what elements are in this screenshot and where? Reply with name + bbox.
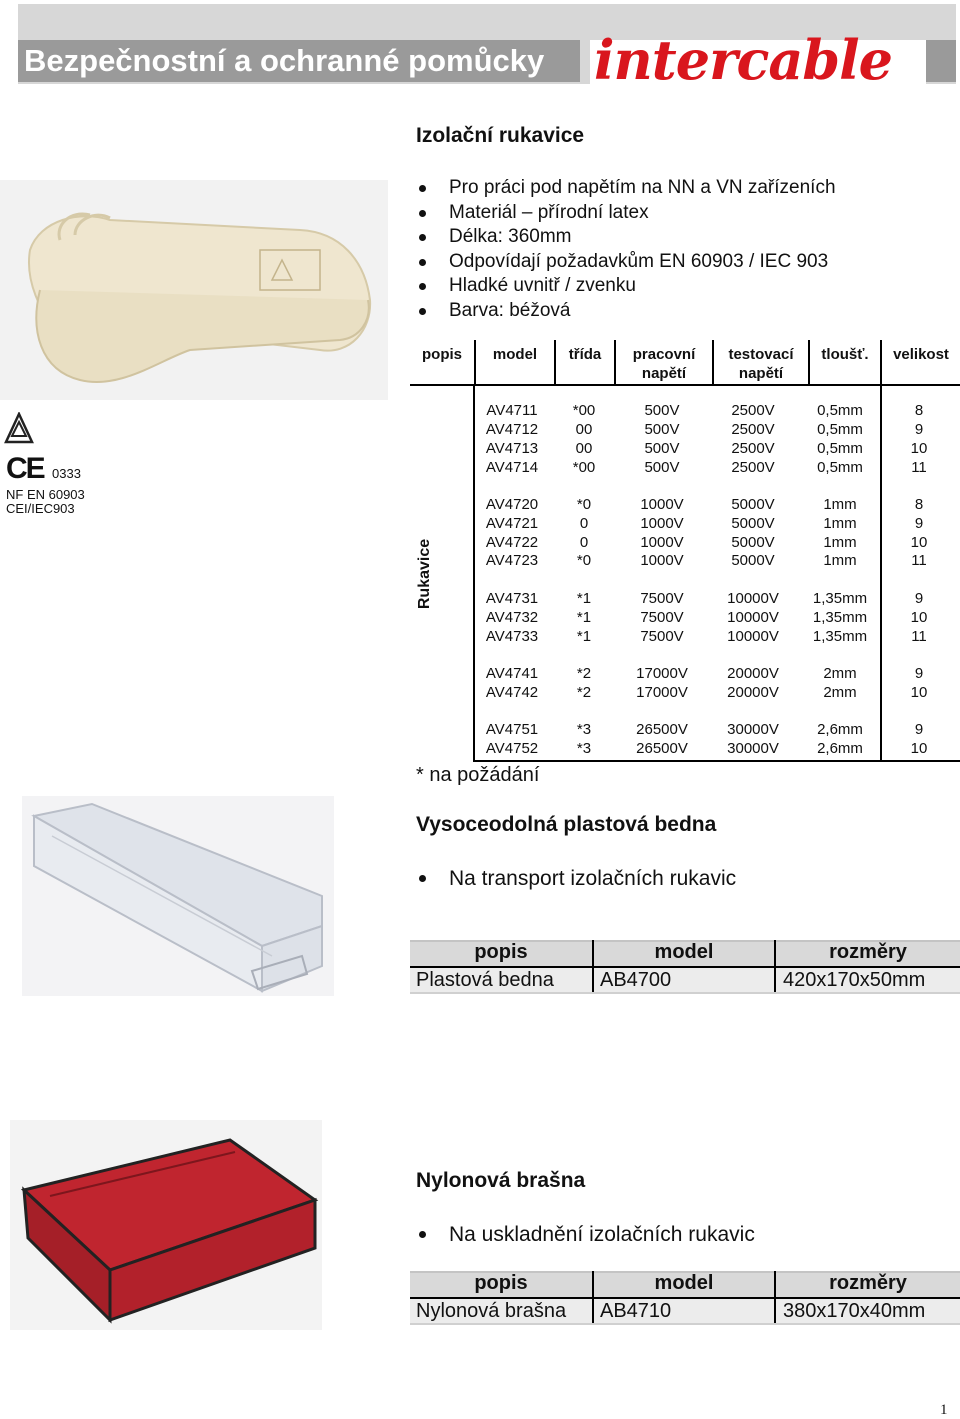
cell-velikost: 8: [914, 496, 924, 513]
cell-tloust: 1,35mm: [812, 609, 868, 626]
table-header-divider: [410, 384, 960, 386]
header-rozmery: rozměry: [829, 1272, 907, 1294]
feature-item: Odpovídají požadavkům EN 60903 / IEC 903: [417, 250, 836, 275]
cell-testovaci-napeti: 5000V: [731, 534, 775, 551]
cell-tloust: 0,5mm: [817, 402, 863, 419]
header-popis: popis: [474, 941, 528, 963]
cell-model: AV4732: [485, 609, 539, 626]
cell-tloust: 1mm: [823, 534, 857, 551]
nylon-bag-image: [10, 1120, 322, 1330]
cell-model: AV4723: [485, 552, 539, 569]
cell-testovaci-napeti: 30000V: [727, 721, 779, 738]
header-popis: popis: [422, 346, 462, 363]
bag-feature-list: [417, 1222, 755, 1248]
cell-testovaci-napeti: 2500V: [731, 421, 775, 438]
header-velikost: velikost: [880, 340, 960, 385]
cell-trida: *2: [576, 684, 592, 701]
cell-testovaci-napeti: 20000V: [727, 684, 779, 701]
cell-model: AV4721: [485, 515, 539, 532]
cell-model: AB4700: [600, 969, 672, 991]
cell-testovaci-napeti: 5000V: [731, 496, 775, 513]
cell-velikost: 10: [910, 740, 928, 757]
header-pracovni-line1: pracovní: [632, 346, 696, 363]
ce-mark-icon: CE: [6, 452, 44, 485]
cell-velikost: 11: [911, 628, 927, 645]
cell-velikost: 9: [914, 515, 924, 532]
cell-model: AV4742: [485, 684, 539, 701]
feature-item: Na uskladnění izolačních rukavic: [417, 1222, 755, 1248]
cell-testovaci-napeti: 2500V: [731, 440, 775, 457]
header-tloust: tloušť.: [808, 340, 880, 385]
cell-velikost: 9: [914, 721, 924, 738]
gloves-feature-list: [417, 176, 836, 324]
cell-pracovni-napeti: 7500V: [640, 590, 684, 607]
cell-model: AV4712: [485, 421, 539, 438]
box-feature-list: [417, 866, 736, 892]
cell-trida: *0: [576, 552, 592, 569]
cell-pracovni-napeti: 17000V: [636, 684, 688, 701]
cell-model: AV4731: [485, 590, 539, 607]
cell-tloust: 1mm: [823, 496, 857, 513]
cell-tloust: 2mm: [823, 665, 857, 682]
header-popis: popis: [474, 1272, 528, 1294]
cell-velikost: 9: [914, 590, 924, 607]
cell-velikost: 9: [914, 421, 924, 438]
cell-velikost: 11: [911, 459, 927, 476]
column-separator: [774, 968, 776, 992]
cell-tloust: 2,6mm: [817, 721, 863, 738]
header-model: model: [474, 340, 554, 385]
gloves-section-title: Izolační rukavice: [416, 124, 585, 147]
cell-testovaci-napeti: 5000V: [731, 515, 775, 532]
cell-trida: *1: [576, 590, 592, 607]
cell-model: AV4713: [485, 440, 539, 457]
column-separator: [592, 968, 594, 992]
cell-testovaci-napeti: 10000V: [727, 628, 779, 645]
cell-velikost: 10: [910, 609, 928, 626]
standard-1: NF EN 60903: [6, 487, 85, 502]
cell-model: AV4741: [485, 665, 539, 682]
header-pracovni-line2: napětí: [641, 365, 687, 382]
cell-trida: *1: [576, 609, 592, 626]
header-rozmery: rozměry: [829, 941, 907, 963]
cell-pracovni-napeti: 26500V: [636, 740, 688, 757]
column-separator: [774, 1299, 776, 1323]
bag-section-title: Nylonová brašna: [416, 1169, 586, 1192]
standard-2: CEI/IEC903: [6, 501, 75, 516]
cell-trida: *0: [576, 496, 592, 513]
cell-rozmery: 380x170x40mm: [783, 1300, 926, 1322]
cell-testovaci-napeti: 20000V: [727, 665, 779, 682]
cell-pracovni-napeti: 7500V: [640, 628, 684, 645]
cell-pracovni-napeti: 500V: [644, 459, 680, 476]
cell-model: AV4714: [485, 459, 539, 476]
cell-testovaci-napeti: 5000V: [731, 552, 775, 569]
cell-trida: *00: [572, 459, 596, 476]
feature-item: Délka: 360mm: [417, 225, 836, 250]
cell-pracovni-napeti: 1000V: [640, 515, 684, 532]
cell-tloust: 0,5mm: [817, 459, 863, 476]
cell-pracovni-napeti: 1000V: [640, 552, 684, 569]
header-testovaci-line1: testovací: [728, 346, 794, 363]
feature-item: Pro práci pod napětím na NN a VN zařízeních: [417, 176, 836, 201]
header-testovaci-napeti: [712, 340, 808, 385]
feature-item: Materiál – přírodní latex: [417, 201, 836, 226]
cell-tloust: 0,5mm: [817, 440, 863, 457]
cell-trida: *2: [576, 665, 592, 682]
cell-rozmery: 420x170x50mm: [783, 969, 926, 991]
cell-velikost: 10: [910, 534, 928, 551]
cell-tloust: 1,35mm: [812, 590, 868, 607]
intercable-logo: intercable: [594, 28, 893, 92]
logo-side-block: [926, 40, 956, 82]
cell-testovaci-napeti: 2500V: [731, 402, 775, 419]
electrical-hazard-icon: [4, 412, 34, 446]
cell-testovaci-napeti: 2500V: [731, 459, 775, 476]
cell-trida: 00: [575, 421, 593, 438]
header-model: model: [654, 1272, 714, 1294]
table-row-label: Rukavice: [416, 538, 433, 610]
cell-model: AV4752: [485, 740, 539, 757]
footnote: * na požádání: [416, 764, 540, 786]
cell-tloust: 2,6mm: [817, 740, 863, 757]
cell-velikost: 11: [911, 552, 927, 569]
table-bottom-divider: [474, 760, 960, 762]
cell-model: AV4722: [485, 534, 539, 551]
cell-trida: 00: [575, 440, 593, 457]
cell-trida: 0: [579, 534, 589, 551]
cell-model: AV4733: [485, 628, 539, 645]
cell-model: AB4710: [600, 1300, 672, 1322]
cell-tloust: 1mm: [823, 515, 857, 532]
cell-model: AV4751: [485, 721, 539, 738]
gloves-table-header: [410, 340, 960, 385]
cell-pracovni-napeti: 17000V: [636, 665, 688, 682]
cell-trida: 0: [579, 515, 589, 532]
cell-pracovni-napeti: 500V: [644, 421, 680, 438]
cell-popis: Plastová bedna: [416, 969, 554, 991]
cell-pracovni-napeti: 7500V: [640, 609, 684, 626]
cell-velikost: 10: [910, 684, 928, 701]
cell-pracovni-napeti: 1000V: [640, 496, 684, 513]
cell-pracovni-napeti: 1000V: [640, 534, 684, 551]
cell-tloust: 1mm: [823, 552, 857, 569]
gloves-image: [0, 180, 388, 400]
header-testovaci-line2: napětí: [738, 365, 784, 382]
cell-trida: *00: [572, 402, 596, 419]
cell-model: AV4711: [486, 402, 538, 419]
box-section-title: Vysoceodolná plastová bedna: [416, 813, 717, 836]
cell-testovaci-napeti: 10000V: [727, 590, 779, 607]
cell-trida: *3: [576, 740, 592, 757]
feature-item: Na transport izolačních rukavic: [417, 866, 736, 892]
cell-tloust: 2mm: [823, 684, 857, 701]
cell-tloust: 0,5mm: [817, 421, 863, 438]
cell-popis: Nylonová brašna: [416, 1300, 567, 1322]
ce-number: 0333: [52, 466, 81, 481]
page-number: 1: [940, 1402, 948, 1418]
cell-model: AV4720: [485, 496, 539, 513]
feature-item: Barva: béžová: [417, 299, 836, 324]
cell-pracovni-napeti: 500V: [644, 402, 680, 419]
plastic-box-image: [22, 796, 334, 996]
cell-testovaci-napeti: 10000V: [727, 609, 779, 626]
page-title: Bezpečnostní a ochranné pomůcky: [24, 43, 545, 78]
cell-pracovni-napeti: 500V: [644, 440, 680, 457]
cell-trida: *1: [576, 628, 592, 645]
header-model: model: [654, 941, 714, 963]
column-separator: [592, 1299, 594, 1323]
header-pracovni-napeti: [614, 340, 712, 385]
cell-trida: *3: [576, 721, 592, 738]
cell-tloust: 1,35mm: [812, 628, 868, 645]
cell-velikost: 10: [910, 440, 928, 457]
header-trida: třída: [554, 340, 614, 385]
cell-testovaci-napeti: 30000V: [727, 740, 779, 757]
cell-velikost: 9: [914, 665, 924, 682]
cell-velikost: 8: [914, 402, 924, 419]
feature-item: Hladké uvnitř / zvenku: [417, 274, 836, 299]
cell-pracovni-napeti: 26500V: [636, 721, 688, 738]
